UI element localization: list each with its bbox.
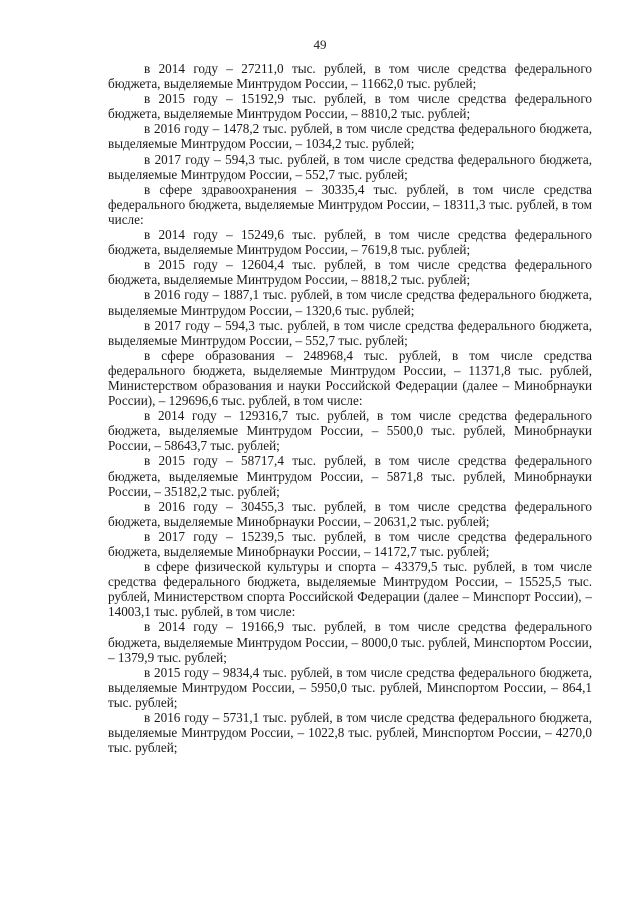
paragraph: в 2016 году – 30455,3 тыс. рублей, в том числе средства федерального бюджета, выделяемые Минобрнауки России, – 20631,2 тыс. рублей;	[108, 498, 592, 529]
paragraph: в 2014 году – 19166,9 тыс. рублей, в том числе средства федерального бюджета, выделяемые Минтрудом России, – 8000,0 тыс. рублей, Минспортом России, – 1379,9 тыс. рублей;	[108, 619, 592, 665]
paragraph: в 2016 году – 1887,1 тыс. рублей, в том числе средства федерального бюджета, выделяемые Минтрудом России, – 1320,6 тыс. рублей;	[108, 287, 592, 318]
paragraph: в 2015 году – 15192,9 тыс. рублей, в том числе средства федерального бюджета, выделяемые Минтрудом России, – 8810,2 тыс. рублей;	[108, 91, 592, 122]
paragraph: в 2016 году – 1478,2 тыс. рублей, в том числе средства федерального бюджета, выделяемые Минтрудом России, – 1034,2 тыс. рублей;	[108, 121, 592, 152]
paragraph: в 2014 году – 27211,0 тыс. рублей, в том числе средства федерального бюджета, выделяемые Минтрудом России, – 11662,0 тыс. рублей;	[108, 61, 592, 92]
paragraph: в 2014 году – 129316,7 тыс. рублей, в том числе средства федерального бюджета, выделяемые Минтрудом России, – 5500,0 тыс. рублей, Минобрнауки России, – 58643,7 тыс. рублей;	[108, 408, 592, 454]
paragraph: в 2017 году – 15239,5 тыс. рублей, в том числе средства федерального бюджета, выделяемые Минобрнауки России, – 14172,7 тыс. рублей;	[108, 528, 592, 559]
paragraph: в сфере физической культуры и спорта – 43379,5 тыс. рублей, в том числе средства федерального бюджета, выделяемые Минтрудом России, – 15525,5 тыс. рублей, Министерством спорта Российской Федерации (далее – Минспорт России), – 14003,1 тыс. рублей, в том числе:	[108, 559, 592, 620]
paragraph: в 2015 году – 12604,4 тыс. рублей, в том числе средства федерального бюджета, выделяемые Минтрудом России, – 8818,2 тыс. рублей;	[108, 257, 592, 288]
paragraph: в сфере образования – 248968,4 тыс. рублей, в том числе средства федерального бюджета, выделяемые Минтрудом России, – 11371,8 тыс. рублей, Министерством образования и науки Российской Федерации (далее – Минобрнауки России), – 129696,6 тыс. рублей, в том числе:	[108, 347, 592, 409]
paragraph: в сфере здравоохранения – 30335,4 тыс. рублей, в том числе средства федерального бюджета, выделяемые Минтрудом России, – 18311,3 тыс. рублей, в том числе:	[108, 181, 592, 227]
paragraph: в 2016 году – 5731,1 тыс. рублей, в том числе средства федерального бюджета, выделяемые Минтрудом России, – 1022,8 тыс. рублей, Минспортом России, – 4270,0 тыс. рублей;	[108, 710, 592, 756]
paragraph: в 2017 году – 594,3 тыс. рублей, в том числе средства федерального бюджета, выделяемые Минтрудом России, – 552,7 тыс. рублей;	[108, 317, 592, 348]
paragraph: в 2014 году – 15249,6 тыс. рублей, в том числе средства федерального бюджета, выделяемые Минтрудом России, – 7619,8 тыс. рублей;	[108, 227, 592, 258]
document-body	[108, 61, 592, 755]
paragraph: в 2017 году – 594,3 тыс. рублей, в том числе средства федерального бюджета, выделяемые Минтрудом России, – 552,7 тыс. рублей;	[108, 151, 592, 182]
paragraph: в 2015 году – 9834,4 тыс. рублей, в том числе средства федерального бюджета, выделяемые Минтрудом России, – 5950,0 тыс. рублей, Минспортом России, – 864,1 тыс. рублей;	[108, 664, 592, 710]
page-number: 49	[313, 37, 327, 52]
paragraph: в 2015 году – 58717,4 тыс. рублей, в том числе средства федерального бюджета, выделяемые Минтрудом России, – 5871,8 тыс. рублей, Минобрнауки России, – 35182,2 тыс. рублей;	[108, 453, 592, 499]
